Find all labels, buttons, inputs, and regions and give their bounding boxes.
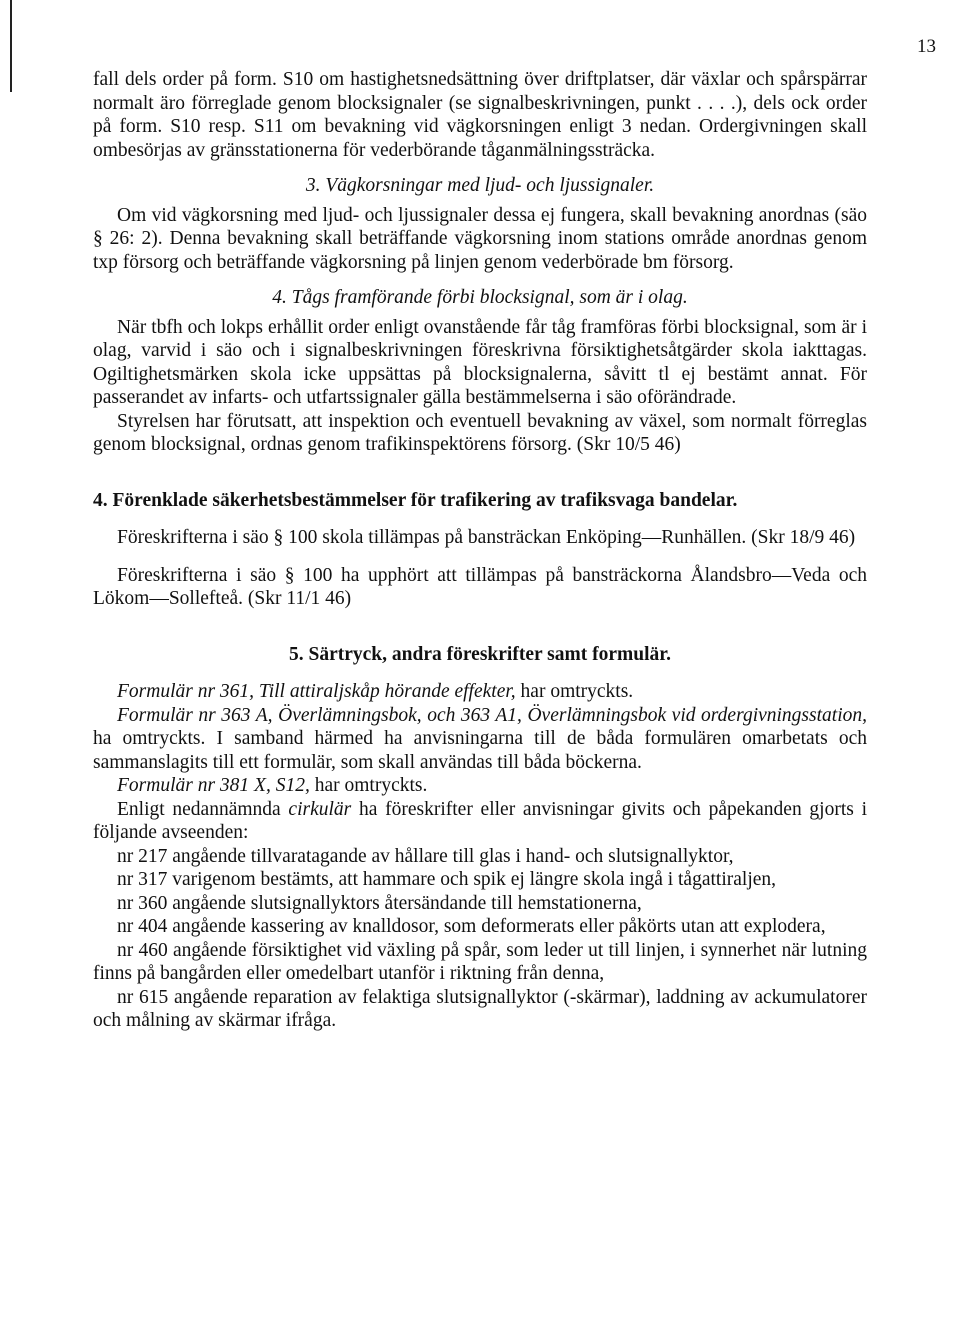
circular-item: nr 317 varigenom bestämts, att hammare och spik ej längre skola ingå i tågattiraljen, — [117, 869, 777, 890]
form-363-paragraph — [93, 704, 867, 775]
section-4-title: 4. Förenklade säkerhetsbestämmelser för trafikering av trafiksvaga bandelar. — [93, 489, 738, 511]
subsection-4-paragraph-2: Styrelsen har förutsatt, att inspektion och eventuell bevakning av växel, som normalt förreglas genom blocksignal, ordnas genom trafikinspektörens försorg. (Skr 10/5 46) — [93, 410, 867, 455]
subsection-3-heading: 3. Vägkorsningar med ljud- och ljussignaler. — [305, 175, 655, 196]
circular-item: nr 217 angående tillvaratagande av hållare till glas i hand- och slutsignallyktor, — [117, 845, 734, 867]
circular-intro-before: Enligt nedannämnda — [117, 798, 289, 820]
form-363-title: Formulär nr 363 A, Överlämningsbok, och 363 A1, Överlämningsbok vid ordergivningsstation, — [117, 704, 867, 726]
intro-paragraph: fall dels order på form. S10 om hastighetsnedsättning över driftplatser, där växlar och spårspärrar normalt äro förreglade genom blocksignaler (se signalbeskrivningen, punkt . . . .), dels ock order på form. S10 resp. S11 om bevakning vid vägkorsningen enligt 3 nedan. Ordergivningen skall ombesörjas av gränsstationerna för vederbörande tåganmälningssträcka. — [93, 69, 867, 161]
circular-item: nr 404 angående kassering av knalldosor, som deformerats eller påkörts utan att explodera, — [117, 916, 826, 937]
form-381-paragraph — [93, 774, 867, 798]
form-363-text: ha omtryckts. I samband härmed ha anvisningarna till de båda formulären omarbetats och sammanslagits till ett formulär, som skall användas till båda böckerna. — [93, 728, 867, 773]
page-body — [93, 68, 867, 1033]
subsection-4-heading: 4. Tågs framförande förbi blocksignal, som är i olag. — [272, 287, 688, 308]
section-4-paragraph-2: Föreskrifterna i säo § 100 ha upphört att tillämpas på bansträckorna Ålandsbro—Veda och Lökom—Sollefteå. (Skr 11/1 46) — [93, 564, 867, 609]
circular-item: nr 460 angående försiktighet vid växling på spår, som leder ut till linjen, i synnerhet när lutning finns på bangården eller omedelbart utanför i riktning från denna, — [93, 939, 867, 984]
section-5-title: 5. Särtryck, andra föreskrifter samt formulär. — [289, 643, 671, 665]
circular-item: nr 360 angående slutsignallyktors återsändande till hemstationerna, — [117, 892, 642, 914]
form-361-paragraph — [93, 680, 867, 704]
form-381-text: har omtryckts. — [309, 775, 428, 796]
form-361-text: har omtryckts. — [515, 681, 634, 702]
margin-rule — [10, 0, 12, 92]
circular-item: nr 615 angående reparation av felaktiga slutsignallyktor (-skärmar), laddning av ackumulatorer och målning av skärmar ifråga. — [93, 986, 867, 1031]
subsection-3-paragraph: Om vid vägkorsning med ljud- och ljussignaler dessa ej fungera, skall bevakning anordnas (säo § 26: 2). Denna bevakning skall beträffande vägkorsning inom stations område anordnas genom txp försorg och beträffande vägkorsning på linjen genom vederbörade bm försorg. — [93, 204, 867, 273]
circular-intro-paragraph — [93, 798, 867, 845]
section-4-paragraph-1: Föreskrifterna i säo § 100 skola tillämpas på bansträckan Enköping—Runhällen. (Skr 18/9 46) — [117, 527, 856, 548]
form-381-title: Formulär nr 381 X, S12, — [117, 775, 310, 796]
subsection-4-paragraph-1: När tbfh och lokps erhållit order enligt ovanstående får tåg framföras förbi blocksignal, som är i olag, varvid i säo och i signalbeskrivningen föreskrivna försiktighetsåtgärder skola iakttagas. Ogiltighetsmärken skola icke uppsättas på blocksignalerna, såvitt tl ej bestämt annat. För passerandet av infarts- och utfartssignaler gälla bestämmelserna i säo oförändrade. — [93, 316, 867, 408]
circular-word: cirkulär — [288, 798, 352, 820]
circular-intro-after: ha föreskrifter eller anvisningar givits och påpekanden gjorts i följande avseenden: — [93, 798, 867, 843]
form-361-title: Formulär nr 361, Till attiraljskåp hörande effekter, — [117, 681, 516, 702]
page-number: 13 — [917, 36, 936, 57]
